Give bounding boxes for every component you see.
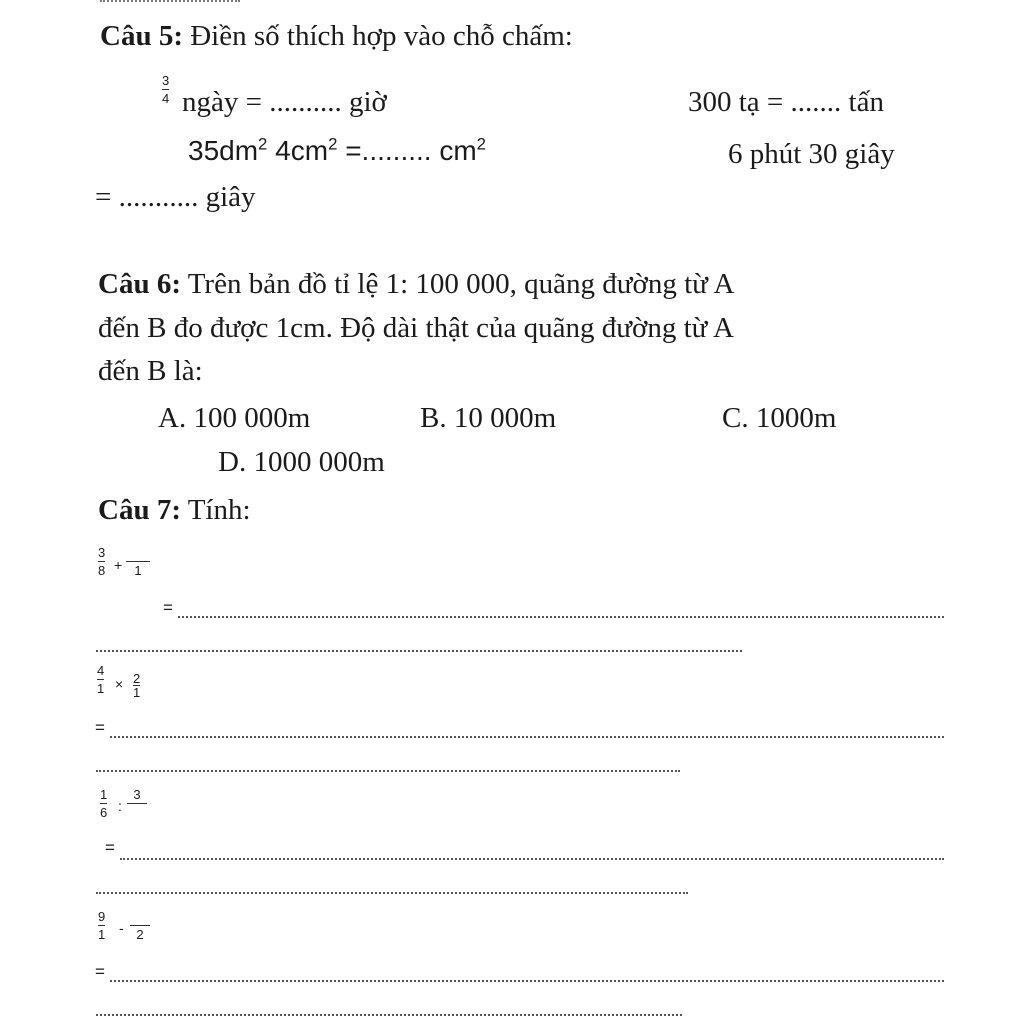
q7-e3-num2: 3	[133, 787, 141, 802]
q7-e4-operator: -	[119, 920, 124, 936]
q7-e4-fraction1	[98, 910, 105, 941]
q5-item3-exp2: 2	[328, 134, 338, 154]
q7-e1-answer-line2[interactable]	[96, 650, 742, 652]
q7-e1-num2	[136, 545, 140, 560]
q7-e1-num1: 3	[98, 545, 106, 560]
q5-item1: ngày = .......... giờ	[182, 86, 387, 118]
q6-option-a: A. 100 000m	[158, 402, 311, 434]
q7-e1-operator: +	[114, 557, 123, 573]
q5-item4-continued: = ........... giây	[95, 181, 256, 213]
q5-item3-a: 35dm	[188, 135, 259, 166]
q7-e2-equals: =	[95, 718, 105, 737]
q7-e2-fraction2	[133, 672, 140, 699]
q5-item3-exp1: 2	[258, 134, 268, 154]
q6-text-line1: Trên bản đồ tỉ lệ 1: 100 000, quãng đường từ A	[187, 268, 735, 300]
q6-label: Câu 6:	[98, 268, 181, 300]
q5-item3-exp3: 2	[476, 134, 487, 154]
q5-item1-denominator: 4	[162, 91, 170, 106]
q7-e4-den1: 1	[98, 927, 106, 942]
q6-line2: đến B đo được 1cm. Độ dài thật của quãng đường từ A	[98, 312, 734, 344]
q5-item2: 300 tạ = ....... tấn	[688, 86, 884, 118]
q5-label: Câu 5:	[100, 20, 183, 52]
q7-e4-num2	[138, 909, 142, 924]
q7-e2-den2: 1	[133, 685, 141, 700]
q5-item4: 6 phút 30 giây	[728, 138, 895, 170]
q7-e3-answer-line1[interactable]	[120, 858, 944, 860]
q5-item3	[188, 135, 486, 167]
q6-option-b: B. 10 000m	[420, 402, 557, 434]
q7-label: Câu 7:	[98, 494, 181, 526]
q5-instruction: Điền số thích hợp vào chỗ chấm:	[190, 20, 573, 52]
q6-option-d: D. 1000 000m	[218, 446, 385, 478]
q7-e1-answer-line1[interactable]	[178, 616, 944, 618]
q5-item1-numerator: 3	[162, 73, 170, 88]
q7-e3-fraction1	[100, 788, 107, 819]
q6-line1	[98, 268, 734, 301]
top-cropped-line	[100, 0, 240, 5]
q7-e4-answer-line2[interactable]	[96, 1014, 682, 1016]
q7-e4-fraction2	[130, 910, 150, 941]
q7-e4-equals: =	[95, 962, 105, 981]
q6-option-c: C. 1000m	[722, 402, 837, 434]
q7-e3-answer-line2[interactable]	[96, 892, 688, 894]
q7-e2-fraction1	[97, 664, 104, 695]
q5-heading	[100, 20, 573, 53]
q7-instruction: Tính:	[187, 494, 251, 526]
q7-e4-den2: 2	[136, 927, 144, 942]
q7-e2-num2: 2	[133, 671, 141, 686]
q5-item1-fraction	[162, 74, 169, 105]
q7-e4-answer-line1[interactable]	[110, 980, 944, 982]
q5-item3-c: =......... cm	[345, 135, 477, 166]
q5-item3-b: 4cm	[275, 135, 329, 166]
q7-e2-operator: ×	[115, 676, 124, 692]
q7-e3-operator: :	[118, 798, 122, 814]
q7-e3-num1: 1	[100, 787, 108, 802]
q7-e1-fraction1	[98, 546, 105, 577]
q7-e4-num1: 9	[98, 909, 106, 924]
q7-e3-den1: 6	[100, 805, 108, 820]
q7-e1-den2: 1	[134, 563, 142, 578]
q7-e3-den2	[135, 805, 139, 820]
q7-e2-answer-line2[interactable]	[96, 770, 680, 772]
q7-e3-fraction2	[127, 788, 147, 819]
q7-e3-equals: =	[105, 838, 115, 857]
q7-e1-fraction2	[126, 546, 150, 577]
q7-heading	[98, 494, 251, 527]
q7-e1-den1: 8	[98, 563, 106, 578]
q7-e2-answer-line1[interactable]	[110, 736, 944, 738]
q7-e2-num1: 4	[97, 663, 105, 678]
q6-line3: đến B là:	[98, 355, 203, 387]
q7-e1-equals: =	[163, 598, 173, 617]
q7-e2-den1: 1	[97, 681, 105, 696]
